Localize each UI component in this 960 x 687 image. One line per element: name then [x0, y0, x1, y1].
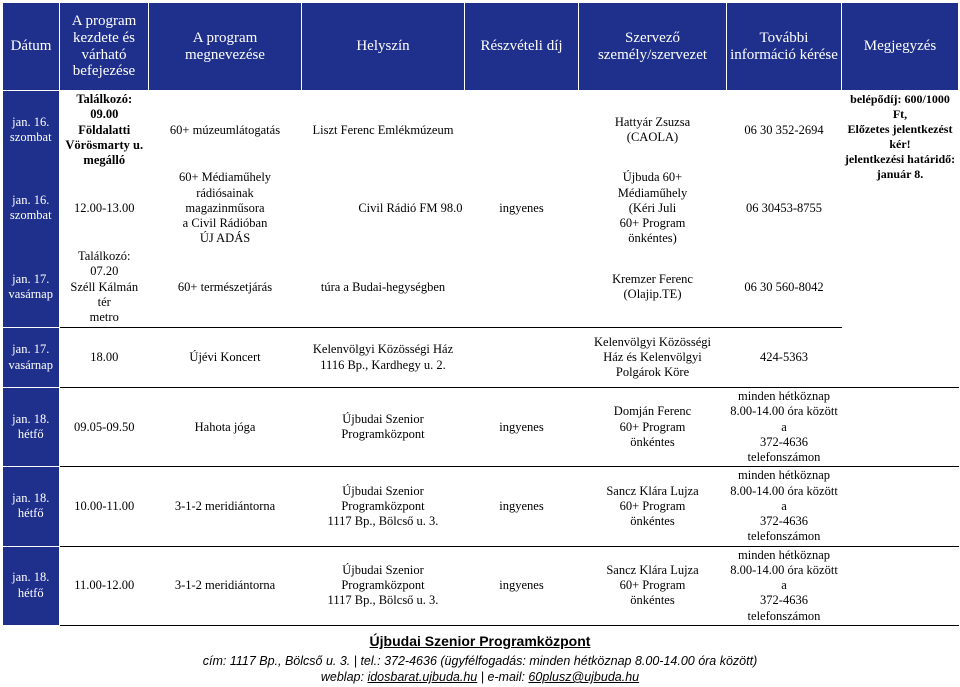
note-line: kér! — [889, 137, 911, 151]
cell-info — [727, 169, 842, 247]
cell-date — [3, 388, 60, 467]
date-line: jan. 17. — [12, 342, 50, 357]
org-line: Kelenvölgyi Közösségi — [594, 334, 711, 349]
org-line: (Olajip.TE) — [623, 287, 682, 302]
cell-info — [727, 388, 842, 467]
place-line: Újbudai Szenior — [342, 562, 424, 577]
cell-name — [149, 91, 302, 170]
cell-date — [3, 546, 60, 625]
header-time: A program kezdete és várható befejezése — [60, 3, 149, 91]
name-line: Újévi Koncert — [189, 349, 261, 364]
cell-date — [3, 91, 60, 170]
info-line: 424-5363 — [760, 349, 808, 364]
cell-org — [579, 467, 727, 546]
cell-date — [3, 248, 60, 328]
cell-time — [60, 91, 149, 170]
cell-note — [842, 546, 959, 625]
date-line: szombat — [9, 208, 52, 223]
footer-title: Újbudai Szenior Programközpont — [369, 633, 591, 649]
org-line: Ház és Kelenvölgyi — [603, 349, 702, 364]
footer-sep: | e-mail: — [477, 670, 529, 684]
org-line: Domján Ferenc — [613, 404, 692, 419]
org-line: 60+ Program — [619, 419, 686, 434]
cell-name — [149, 169, 302, 247]
info-line: 06 30 352-2694 — [744, 122, 824, 137]
cell-note — [842, 467, 959, 546]
note-line: Előzetes jelentkezést — [847, 122, 953, 136]
footer-contact — [0, 670, 960, 684]
fee-line: ingyenes — [499, 419, 544, 434]
cell-org — [579, 91, 727, 170]
program-table — [2, 2, 959, 626]
info-line: 8.00-14.00 óra között a — [730, 404, 838, 434]
place-line: 1116 Bp., Kardhegy u. 2. — [320, 357, 446, 372]
info-line: minden hétköznap — [738, 468, 830, 483]
website-link[interactable]: idosbarat.ujbuda.hu — [367, 670, 478, 684]
table-row — [3, 328, 959, 388]
name-line: ÚJ ADÁS — [199, 231, 251, 246]
date-line: jan. 17. — [12, 272, 50, 286]
date-line: jan. 16. — [12, 114, 50, 129]
info-line: 372-4636 — [760, 514, 808, 528]
table-row — [3, 546, 959, 625]
org-line: Polgárok Köre — [615, 365, 690, 380]
table-row — [3, 91, 959, 170]
table-row — [3, 388, 959, 467]
info-line: 372-4636 — [760, 593, 808, 608]
org-line: 60+ Program — [619, 498, 686, 513]
info-line: 06 30453-8755 — [745, 200, 823, 215]
cell-info — [727, 467, 842, 546]
cell-place — [302, 248, 465, 328]
cell-info — [727, 248, 842, 328]
header-place: Helyszín — [302, 3, 465, 91]
cell-info — [727, 91, 842, 170]
time-line: 18.00 — [90, 349, 119, 364]
place-line: Programközpont — [341, 427, 425, 442]
org-line: önkéntes — [630, 434, 675, 449]
time-line: 10.00-11.00 — [74, 498, 135, 513]
date-line: hétfő — [17, 506, 44, 521]
cell-fee — [465, 248, 579, 328]
info-line: 06 30 560-8042 — [744, 279, 824, 294]
org-line: önkéntes — [630, 593, 675, 608]
email-link[interactable]: 60plusz@ujbuda.hu — [528, 670, 640, 684]
place-line: Kelenvölgyi Közösségi Ház — [312, 342, 454, 357]
cell-time — [60, 388, 149, 467]
header-note: Megjegyzés — [842, 3, 959, 91]
footer-address: cím: 1117 Bp., Bölcső u. 3. | tel.: 372-4636 (ügyfélfogadás: minden hétköznap 8.00-14.00 óra között) — [202, 654, 758, 668]
cell-org — [579, 388, 727, 467]
date-line: jan. 16. — [12, 193, 50, 208]
cell-name — [149, 467, 302, 546]
cell-time — [60, 169, 149, 247]
org-line: 60+ Program — [619, 216, 686, 230]
org-line: Sancz Klára Lujza — [606, 483, 699, 498]
date-line: hétfő — [17, 427, 44, 442]
name-line: 3-1-2 meridiántorna — [174, 578, 276, 592]
header-row — [3, 3, 959, 91]
info-line: minden hétköznap — [738, 547, 830, 562]
cell-fee — [465, 328, 579, 388]
fee-line: ingyenes — [499, 498, 544, 513]
place-line: Újbudai Szenior — [342, 411, 424, 426]
cell-org — [579, 169, 727, 247]
fee-line: ingyenes — [499, 200, 544, 215]
info-line: 8.00-14.00 óra között a — [730, 483, 838, 513]
name-line: 60+ Médiaműhely — [178, 170, 272, 185]
note-line: belépődíj: 600/1000 Ft, — [850, 92, 950, 121]
fee-line: ingyenes — [499, 578, 544, 592]
name-line: magazinműsora — [185, 200, 265, 215]
org-line: Médiaműhely — [617, 185, 688, 200]
time-line: tér — [97, 294, 111, 309]
header-fee: Részvételi díj — [465, 3, 579, 91]
cell-fee — [465, 546, 579, 625]
cell-note — [842, 388, 959, 467]
time-line: 09.00 — [90, 107, 119, 122]
header-org: Szervező személy/szervezet — [579, 3, 727, 91]
info-line: telefonszámon — [747, 450, 821, 464]
cell-name — [149, 248, 302, 328]
header-info: További információ kérése — [727, 3, 842, 91]
cell-fee — [465, 91, 579, 170]
name-line: Hahota jóga — [194, 419, 256, 434]
time-line: Találkozó: — [77, 249, 131, 264]
name-line: 60+ múzeumlátogatás — [169, 122, 281, 137]
time-line: 11.00-12.00 — [74, 578, 135, 592]
place-line: Programközpont — [341, 578, 425, 592]
cell-time — [60, 467, 149, 546]
cell-org — [579, 248, 727, 328]
cell-info — [727, 546, 842, 625]
info-line: 372-4636 — [760, 434, 808, 449]
cell-fee — [465, 169, 579, 247]
table-row — [3, 248, 959, 328]
cell-date — [3, 328, 60, 388]
org-line: önkéntes — [630, 514, 675, 528]
cell-note — [842, 328, 959, 388]
org-line: 60+ Program — [619, 578, 686, 592]
name-line: a Civil Rádióban — [182, 216, 268, 230]
cell-name — [149, 546, 302, 625]
time-line: 07.20 — [90, 264, 119, 279]
cell-date — [3, 467, 60, 546]
time-line: Földalatti — [78, 122, 131, 137]
date-line: jan. 18. — [12, 570, 50, 585]
info-line: telefonszámon — [747, 529, 821, 544]
time-line: Széll Kálmán — [70, 279, 139, 294]
header-date: Dátum — [3, 3, 60, 91]
cell-fee — [465, 388, 579, 467]
place-line: Liszt Ferenc Emlékmúzeum — [312, 122, 454, 137]
org-line: önkéntes) — [628, 231, 677, 246]
cell-time — [60, 248, 149, 328]
cell-name — [149, 388, 302, 467]
cell-place — [302, 91, 465, 170]
time-line: megálló — [83, 153, 126, 167]
org-line: (CAOLA) — [626, 130, 679, 145]
note-line: január 8. — [876, 167, 924, 181]
org-line: Újbuda 60+ — [622, 170, 683, 185]
cell-place — [302, 388, 465, 467]
time-line: 12.00-13.00 — [74, 200, 135, 215]
cell-name — [149, 328, 302, 388]
cell-time — [60, 546, 149, 625]
cell-org — [579, 546, 727, 625]
time-line: Vörösmarty u. — [65, 137, 144, 152]
cell-date — [3, 169, 60, 247]
place-line: 1117 Bp., Bölcső u. 3. — [327, 593, 439, 608]
place-line: 1117 Bp., Bölcső u. 3. — [327, 514, 439, 528]
header-name: A program megnevezése — [149, 3, 302, 91]
date-line: szombat — [9, 130, 52, 145]
org-line: (Kéri Juli — [628, 200, 677, 215]
time-line: Találkozó: — [76, 92, 133, 106]
cell-place — [302, 169, 465, 247]
info-line: 8.00-14.00 óra között a — [730, 562, 838, 592]
date-line: vasárnap — [8, 287, 53, 302]
date-line: hétfő — [17, 585, 44, 600]
name-line: 3-1-2 meridiántorna — [174, 498, 276, 513]
name-line: rádiósainak — [196, 185, 254, 200]
cell-time — [60, 328, 149, 388]
date-line: vasárnap — [8, 357, 53, 372]
time-line: metro — [89, 310, 119, 325]
info-line: minden hétköznap — [738, 389, 830, 403]
place-line: Újbudai Szenior — [342, 483, 424, 498]
info-line: telefonszámon — [747, 608, 821, 623]
org-line: Sancz Klára Lujza — [606, 562, 699, 577]
org-line: Kremzer Ferenc — [612, 272, 693, 286]
time-line: 09.05-09.50 — [74, 419, 135, 434]
date-line: jan. 18. — [12, 491, 50, 506]
cell-place — [302, 328, 465, 388]
date-line: jan. 18. — [12, 411, 50, 426]
cell-info — [727, 328, 842, 388]
table-row — [3, 467, 959, 546]
cell-fee — [465, 467, 579, 546]
place-line: túra a Budai-hegységben — [320, 279, 446, 294]
name-line: 60+ természetjárás — [177, 279, 273, 294]
cell-org — [579, 328, 727, 388]
place-line: Civil Rádió FM 98.0 — [358, 200, 463, 215]
org-line: Hattyár Zsuzsa — [614, 114, 691, 129]
table-row — [3, 169, 959, 247]
note-line: jelentkezési határidő: — [844, 152, 956, 166]
cell-place — [302, 546, 465, 625]
cell-note — [842, 91, 959, 328]
place-line: Programközpont — [341, 498, 425, 513]
cell-place — [302, 467, 465, 546]
footer-web-label: weblap: — [320, 670, 368, 684]
